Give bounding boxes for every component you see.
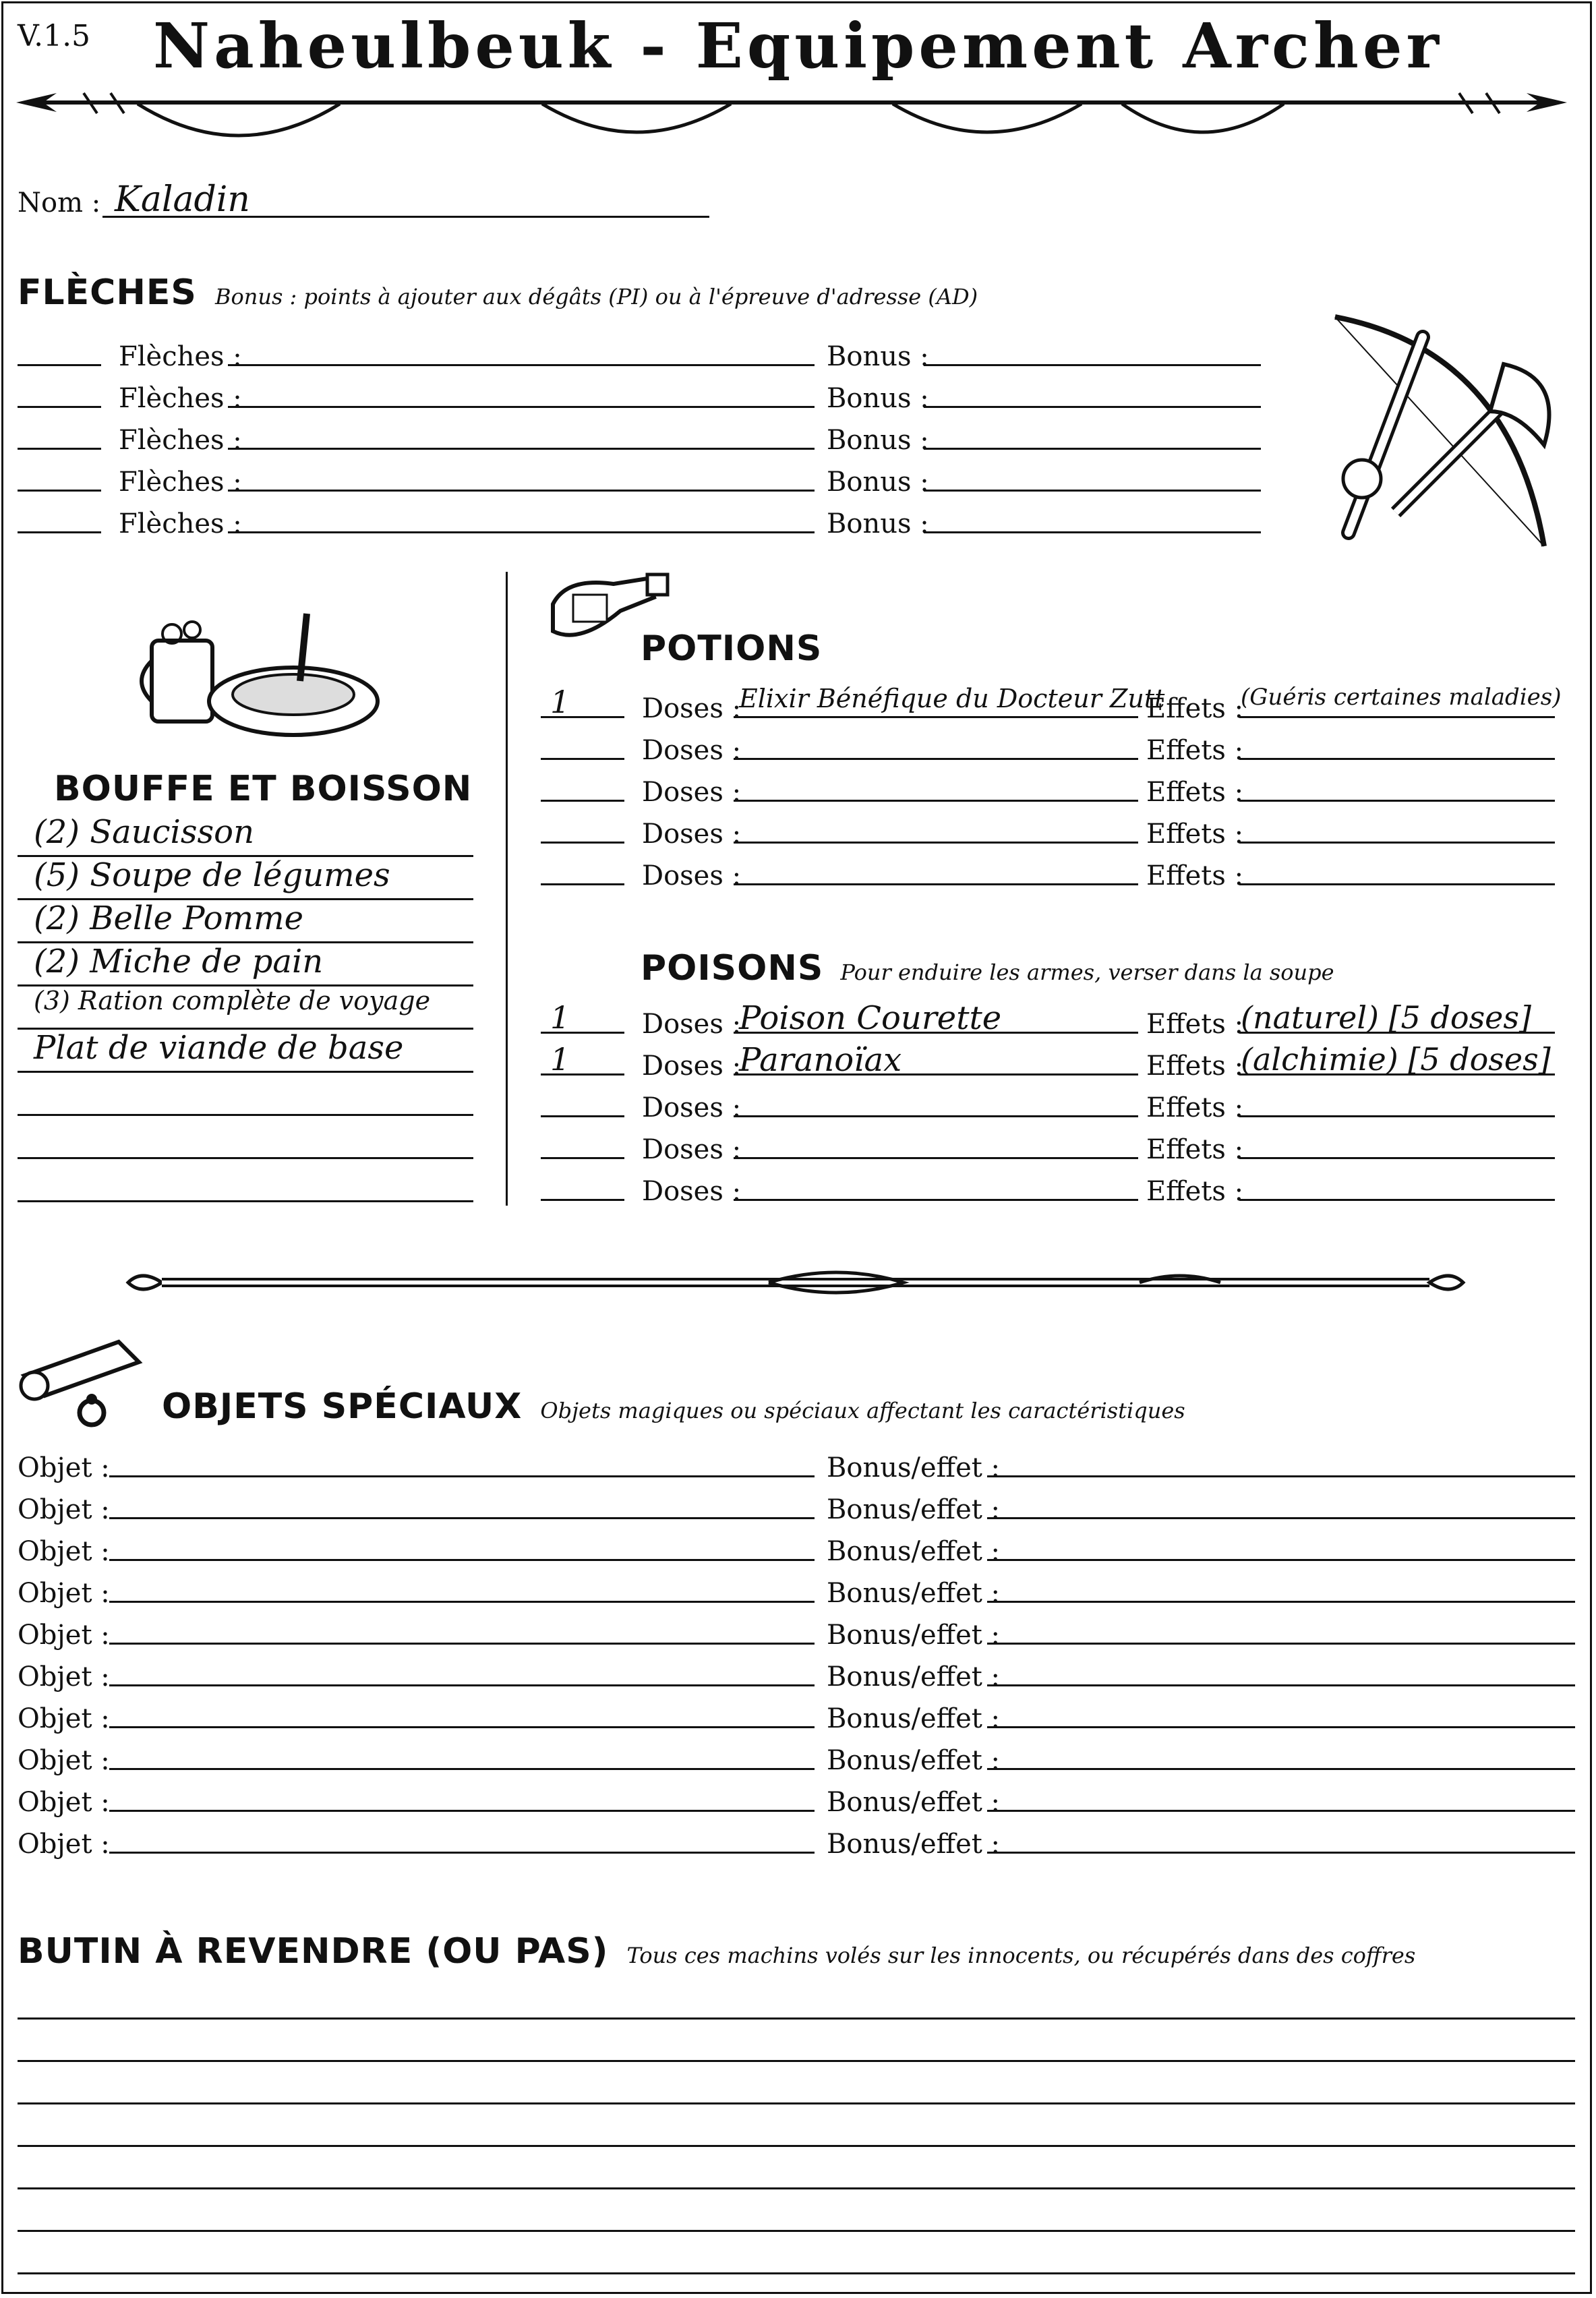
poisons-subtitle: Pour enduire les armes, verser dans la soupe xyxy=(840,960,1334,985)
fleches-name-line xyxy=(228,406,815,408)
objet-label: Objet : xyxy=(18,1452,110,1483)
objet-line xyxy=(109,1768,815,1770)
objet-label: Objet : xyxy=(18,1578,110,1609)
potions-qty-line xyxy=(541,758,624,760)
potions-qty-line xyxy=(541,883,624,885)
objets-title: OBJETS SPÉCIAUX xyxy=(162,1386,523,1427)
bouffe-line xyxy=(18,1114,473,1116)
poisons-effets-label: Effets : xyxy=(1146,1009,1244,1040)
fleches-header xyxy=(18,272,978,313)
butin-subtitle: Tous ces machins volés sur les innocents, ou récupérés dans des coffres xyxy=(626,1943,1416,1968)
potions-doses-label: Doses : xyxy=(642,777,742,808)
bouffe-line xyxy=(18,1200,473,1202)
potions-effect-value[interactable]: (Guéris certaines maladies) xyxy=(1241,684,1562,711)
fleches-bonus-line xyxy=(924,490,1261,492)
objet-line xyxy=(109,1475,815,1477)
fleches-label: Flèches : xyxy=(119,341,242,372)
potions-name-line xyxy=(734,758,1138,760)
objet-line xyxy=(109,1601,815,1603)
butin-line[interactable] xyxy=(18,2230,1575,2232)
objet-bonus-label: Bonus/effet : xyxy=(827,1703,1001,1734)
bouffe-item[interactable]: (5) Soupe de légumes xyxy=(34,856,390,894)
name-label: Nom : xyxy=(18,187,101,218)
food-and-mug-icon xyxy=(138,600,381,742)
poisons-doses-label: Doses : xyxy=(642,1051,742,1082)
fleches-qty-line xyxy=(18,490,101,492)
objet-label: Objet : xyxy=(18,1661,110,1692)
objet-label: Objet : xyxy=(18,1536,110,1567)
objet-bonus-label: Bonus/effet : xyxy=(827,1620,1001,1651)
fleches-label: Flèches : xyxy=(119,383,242,414)
potions-qty-line xyxy=(541,800,624,802)
poisons-header xyxy=(641,948,1334,989)
butin-line[interactable] xyxy=(18,2145,1575,2147)
objet-bonus-label: Bonus/effet : xyxy=(827,1829,1001,1860)
butin-line[interactable] xyxy=(18,2272,1575,2274)
potions-doses-label: Doses : xyxy=(642,735,742,766)
potions-doses-label: Doses : xyxy=(642,860,742,891)
objet-label: Objet : xyxy=(18,1620,110,1651)
objet-bonus-line xyxy=(987,1601,1575,1603)
objets-header xyxy=(162,1386,1185,1427)
butin-header xyxy=(18,1931,1415,1972)
objet-line xyxy=(109,1643,815,1645)
poisons-qty-value[interactable]: 1 xyxy=(550,1041,570,1078)
objet-label: Objet : xyxy=(18,1703,110,1734)
potions-doses-label: Doses : xyxy=(642,693,742,724)
potions-effets-label: Effets : xyxy=(1146,693,1244,724)
fleches-qty-line xyxy=(18,406,101,408)
column-divider xyxy=(506,572,508,1206)
objet-label: Objet : xyxy=(18,1494,110,1525)
objet-bonus-label: Bonus/effet : xyxy=(827,1787,1001,1818)
potions-effets-label: Effets : xyxy=(1146,735,1244,766)
potions-effect-line xyxy=(1239,716,1555,718)
objet-line xyxy=(109,1810,815,1812)
objet-bonus-label: Bonus/effet : xyxy=(827,1661,1001,1692)
fleches-bonus-label: Bonus : xyxy=(827,425,929,456)
objet-bonus-label: Bonus/effet : xyxy=(827,1452,1001,1483)
objet-bonus-line xyxy=(987,1810,1575,1812)
fleches-name-line xyxy=(228,531,815,533)
potions-effect-line xyxy=(1239,842,1555,844)
butin-line[interactable] xyxy=(18,2060,1575,2062)
potions-qty-line xyxy=(541,842,624,844)
potions-effets-label: Effets : xyxy=(1146,860,1244,891)
poisons-qty-line xyxy=(541,1157,624,1159)
butin-line[interactable] xyxy=(18,2017,1575,2020)
objet-line xyxy=(109,1517,815,1519)
bow-and-axe-icon xyxy=(1322,310,1571,553)
poisons-name-value[interactable]: Poison Courette xyxy=(739,999,1002,1037)
poisons-title: POISONS xyxy=(641,948,824,989)
fleches-bonus-label: Bonus : xyxy=(827,341,929,372)
objet-bonus-line xyxy=(987,1475,1575,1477)
poisons-effets-label: Effets : xyxy=(1146,1051,1244,1082)
bouffe-item[interactable]: (2) Saucisson xyxy=(34,813,254,851)
potions-name-line xyxy=(734,800,1138,802)
poisons-name-line xyxy=(734,1199,1138,1201)
fleches-label: Flèches : xyxy=(119,508,242,539)
poisons-qty-line xyxy=(541,1115,624,1117)
butin-title: BUTIN À REVENDRE (OU PAS) xyxy=(18,1931,609,1972)
poisons-doses-label: Doses : xyxy=(642,1092,742,1123)
fleches-bonus-line xyxy=(924,364,1261,366)
fleches-bonus-line xyxy=(924,448,1261,450)
poisons-effect-value[interactable]: (alchimie) [5 doses] xyxy=(1241,1041,1551,1078)
potions-effect-line xyxy=(1239,800,1555,802)
staff-divider-icon xyxy=(128,1262,1463,1309)
potions-effets-label: Effets : xyxy=(1146,777,1244,808)
fleches-name-line xyxy=(228,364,815,366)
bouffe-line xyxy=(18,1157,473,1159)
scroll-and-ring-icon xyxy=(18,1335,159,1430)
objet-label: Objet : xyxy=(18,1745,110,1776)
page-title: Naheulbeuk - Equipement Archer xyxy=(153,9,1443,82)
fleches-subtitle: Bonus : points à ajouter aux dégâts (PI) ou à l'épreuve d'adresse (AD) xyxy=(214,284,978,310)
poisons-effect-line xyxy=(1239,1199,1555,1201)
objet-line xyxy=(109,1726,815,1728)
objet-bonus-line xyxy=(987,1643,1575,1645)
poisons-doses-label: Doses : xyxy=(642,1134,742,1165)
bouffe-line xyxy=(18,1071,473,1073)
potions-name-line xyxy=(734,883,1138,885)
objet-bonus-line xyxy=(987,1684,1575,1686)
objet-label: Objet : xyxy=(18,1787,110,1818)
objet-line xyxy=(109,1684,815,1686)
fleches-qty-line xyxy=(18,531,101,533)
objet-bonus-line xyxy=(987,1768,1575,1770)
objet-bonus-line xyxy=(987,1517,1575,1519)
poisons-qty-value[interactable]: 1 xyxy=(550,999,570,1036)
objet-bonus-label: Bonus/effet : xyxy=(827,1745,1001,1776)
butin-line[interactable] xyxy=(18,2187,1575,2189)
poisons-name-value[interactable]: Paranoïax xyxy=(739,1041,902,1079)
butin-line[interactable] xyxy=(18,2102,1575,2104)
version-label: V.1.5 xyxy=(18,19,91,53)
fleches-label: Flèches : xyxy=(119,467,242,498)
objet-bonus-line xyxy=(987,1726,1575,1728)
arrow-divider-icon xyxy=(16,86,1567,147)
bouffe-item[interactable]: Plat de viande de base xyxy=(34,1029,404,1067)
poisons-name-line xyxy=(734,1157,1138,1159)
fleches-label: Flèches : xyxy=(119,425,242,456)
objet-bonus-line xyxy=(987,1852,1575,1854)
potions-title: POTIONS xyxy=(641,628,823,669)
poisons-effect-line xyxy=(1239,1115,1555,1117)
poisons-effets-label: Effets : xyxy=(1146,1092,1244,1123)
fleches-qty-line xyxy=(18,364,101,366)
objets-subtitle: Objets magiques ou spéciaux affectant les caractéristiques xyxy=(540,1398,1185,1423)
poisons-effect-line xyxy=(1239,1157,1555,1159)
poisons-doses-label: Doses : xyxy=(642,1176,742,1207)
fleches-bonus-label: Bonus : xyxy=(827,508,929,539)
poisons-name-line xyxy=(734,1115,1138,1117)
fleches-bonus-label: Bonus : xyxy=(827,467,929,498)
bouffe-item[interactable]: (2) Belle Pomme xyxy=(34,900,303,937)
objet-bonus-label: Bonus/effet : xyxy=(827,1578,1001,1609)
potions-doses-label: Doses : xyxy=(642,819,742,850)
objet-label: Objet : xyxy=(18,1829,110,1860)
potions-name-line xyxy=(734,716,1138,718)
fleches-bonus-line xyxy=(924,406,1261,408)
objet-bonus-label: Bonus/effet : xyxy=(827,1494,1001,1525)
objet-line xyxy=(109,1559,815,1561)
fleches-name-line xyxy=(228,490,815,492)
objet-bonus-label: Bonus/effet : xyxy=(827,1536,1001,1567)
name-value[interactable]: Kaladin xyxy=(115,179,250,220)
poisons-effets-label: Effets : xyxy=(1146,1134,1244,1165)
fleches-qty-line xyxy=(18,448,101,450)
poisons-qty-line xyxy=(541,1199,624,1201)
fleches-name-line xyxy=(228,448,815,450)
potions-effect-line xyxy=(1239,758,1555,760)
poisons-effets-label: Effets : xyxy=(1146,1176,1244,1207)
bouffe-item[interactable]: (2) Miche de pain xyxy=(34,943,324,980)
fleches-bonus-line xyxy=(924,531,1261,533)
potions-name-line xyxy=(734,842,1138,844)
potions-qty-value[interactable]: 1 xyxy=(550,684,570,720)
bouffe-item[interactable]: (3) Ration complète de voyage xyxy=(34,986,431,1015)
poisons-effect-value[interactable]: (naturel) [5 doses] xyxy=(1241,999,1531,1036)
potions-name-value[interactable]: Elixir Bénéfique du Docteur Zutt xyxy=(739,684,1165,713)
poisons-doses-label: Doses : xyxy=(642,1009,742,1040)
bouffe-title: BOUFFE ET BOISSON xyxy=(54,769,473,809)
potions-effect-line xyxy=(1239,883,1555,885)
objet-bonus-line xyxy=(987,1559,1575,1561)
potions-effets-label: Effets : xyxy=(1146,819,1244,850)
objet-line xyxy=(109,1852,815,1854)
fleches-bonus-label: Bonus : xyxy=(827,383,929,414)
fleches-title: FLÈCHES xyxy=(18,272,197,313)
